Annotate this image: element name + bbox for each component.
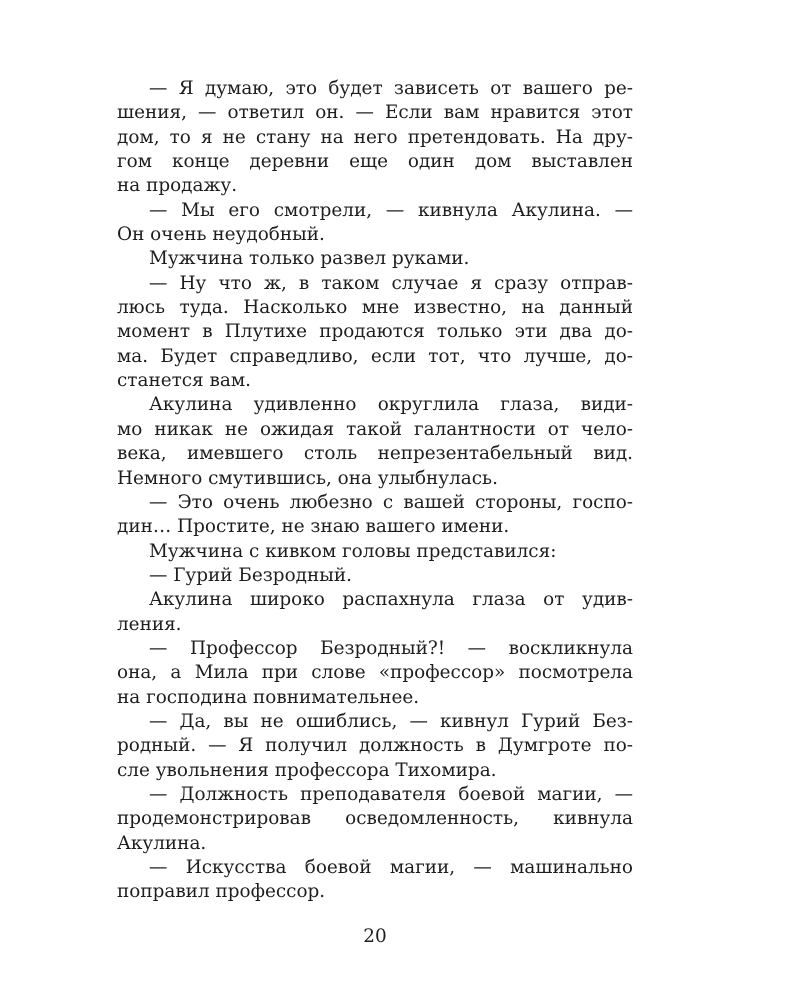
text-line: станется вам. — [117, 370, 251, 392]
text-line: шения, — ответил он. — Если вам нравится этот — [117, 102, 633, 124]
text-line: дом, то я не стану на него претендовать. На дру- — [117, 126, 633, 148]
text-line: — Это очень любезно с вашей стороны, госпо- — [149, 491, 633, 513]
text-line: ления. — [117, 613, 182, 635]
text-line: сле увольнения профессора Тихомира. — [117, 759, 497, 781]
text-line: гом конце деревни еще один дом выставлен — [117, 151, 633, 173]
text-line: — Искусства боевой магии, — машинально — [149, 857, 633, 878]
text-line: — Я думаю, это будет зависеть от вашего ре- — [149, 78, 633, 99]
text-line: — Ну что ж, в таком случае я сразу отправ- — [149, 272, 633, 294]
text-line: мо никак не ожидая такой галантности от чело- — [117, 418, 633, 440]
body-text — [117, 77, 633, 905]
text-line: на продажу. — [117, 175, 238, 197]
text-line: — Мы его смотрели, — кивнула Акулина. — — [149, 199, 633, 221]
text-line: Акулина. — [117, 832, 207, 854]
text-line: люсь туда. Насколько мне известно, на данный — [117, 297, 633, 319]
text-line: — Да, вы не ошиблись, — кивнул Гурий Без- — [149, 710, 633, 732]
text-line: — Должность преподавателя боевой магии, — — [149, 783, 633, 805]
text-line: века, имевшего столь непрезентабельный вид. — [117, 443, 633, 465]
text-line: родный. — Я получил должность в Думгроте по- — [117, 735, 633, 757]
text-line: Акулина широко распахнула глаза от удив- — [149, 589, 633, 611]
text-line: Мужчина с кивком головы представился: — [149, 540, 557, 562]
text-line: — Профессор Безродный?! — воскликнула — [149, 637, 633, 659]
text-line: Немного смутившись, она улыбнулась. — [117, 467, 498, 489]
text-line: ма. Будет справедливо, если тот, что лучше, до- — [117, 345, 633, 367]
text-line: момент в Плутихе продаются только эти два до- — [117, 321, 633, 343]
text-line: Мужчина только развел руками. — [149, 248, 470, 270]
text-line: Он очень неудобный. — [117, 224, 325, 246]
text-line: она, а Мила при слове «профессор» посмотрела — [117, 662, 633, 684]
text-line: на господина повнимательнее. — [117, 686, 420, 708]
text-line: поправил профессор. — [117, 881, 326, 903]
text-line: дин… Простите, не знаю вашего имени. — [117, 516, 510, 538]
text-line: — Гурий Безродный. — [149, 564, 352, 586]
text-line: продемонстрировав осведомленность, кивнула — [117, 808, 633, 830]
page-number: 20 — [363, 926, 387, 947]
text-line: Акулина удивленно округлила глаза, види- — [149, 394, 633, 416]
